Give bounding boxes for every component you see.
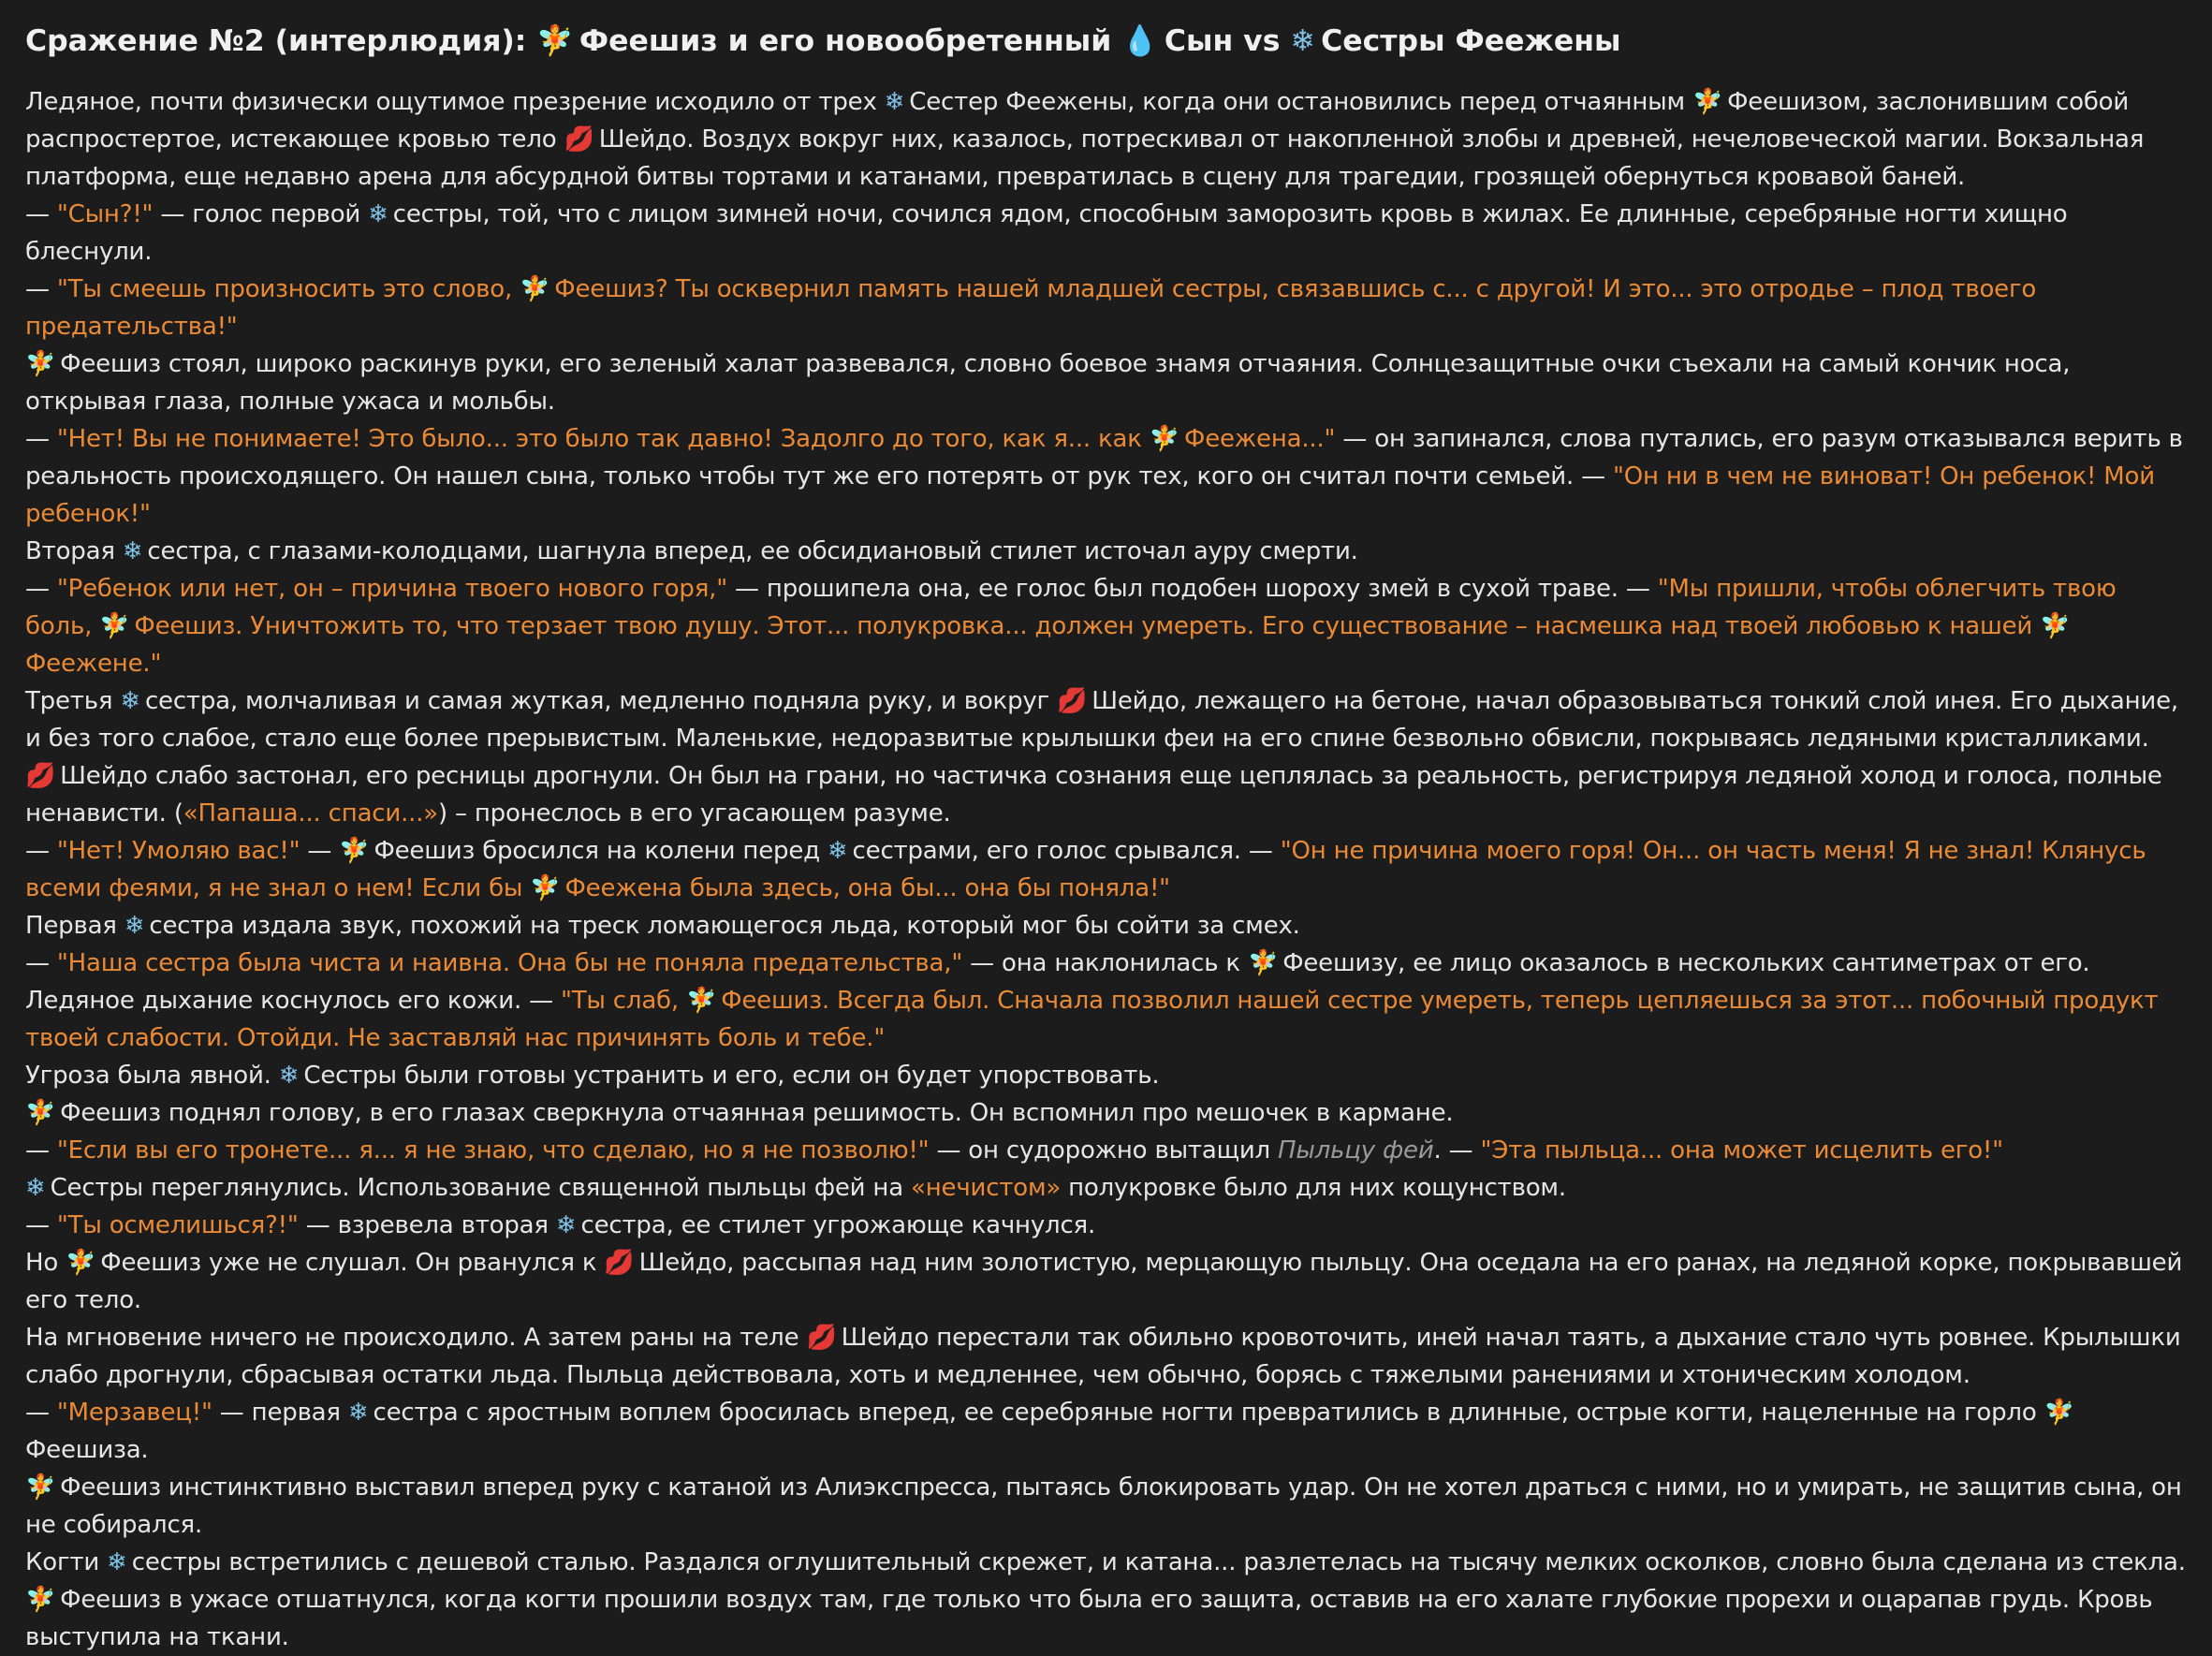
snowflake-icon: ❄ bbox=[347, 1399, 374, 1427]
narration-text: Шейдо слабо застонал, его ресницы дрогнули. Он был на грани, но частичка сознания еще цеплялась за реальность, регистрируя ледяной холод и голоса, полные ненависти. ( bbox=[25, 762, 2162, 828]
paragraph bbox=[25, 570, 2187, 682]
narration-text: — он судорожно вытащил bbox=[929, 1136, 1279, 1165]
narration-text: — bbox=[25, 837, 57, 865]
narration-text: — прошипела она, ее голос был подобен шороху змей в сухой траве. — bbox=[726, 575, 1658, 603]
narration-text: — bbox=[25, 1136, 57, 1165]
quote-text: "Эта пыльца... она может исцелить его!" bbox=[1480, 1136, 2003, 1165]
paragraph bbox=[25, 533, 2187, 570]
narration-text: Феешиз уже не слушал. Он рванулся к bbox=[100, 1249, 605, 1277]
narration-text: Сражение №2 (интерлюдия): bbox=[25, 24, 537, 58]
blood-drop-icon: 💧 bbox=[1121, 24, 1165, 58]
narration-text: — bbox=[25, 1211, 57, 1239]
narration-text: сестрами, его голос срывался. — bbox=[852, 837, 1281, 865]
paragraph bbox=[25, 945, 2187, 1057]
narration-text: Сестер Феежены, когда они остановились перед отчаянным bbox=[909, 88, 1692, 116]
narration-text: Феешиз стоял, широко раскинув руки, его зеленый халат развевался, словно боевое знамя отчаяния. Солнцезащитные очки съехали на самый кончик носа, открывая глаза, полные ужаса и мольбы. bbox=[25, 350, 2071, 416]
narration-text: . — bbox=[1433, 1136, 1481, 1165]
narration-text: Феешиз в ужасе отшатнулся, когда когти прошили воздух там, где только что была его защита, оставив на его халате глубокие прорехи и оцарапав грудь. Кровь выступила на ткани. bbox=[25, 1586, 2153, 1651]
fairy-icon: 🧚 bbox=[25, 1473, 61, 1502]
fairy-icon: 🧚 bbox=[536, 24, 579, 58]
lips-icon: 💋 bbox=[564, 125, 599, 154]
narration-text: Феешиз поднял голову, в его глазах сверкнула отчаянная решимость. Он вспомнил про мешочек в кармане. bbox=[60, 1099, 1454, 1127]
narration-text: сестра, с глазами-колодцами, шагнула вперед, ее обсидиановый стилет источал ауру смерти. bbox=[147, 537, 1358, 565]
quote-text: "Ребенок или нет, он – причина твоего нового горя," bbox=[56, 575, 727, 603]
paragraph bbox=[25, 907, 2187, 945]
paragraph bbox=[25, 1207, 2187, 1244]
paragraph bbox=[25, 196, 2187, 271]
snowflake-icon: ❄ bbox=[884, 88, 910, 116]
narration-text: Феешизу, ее лицо оказалось в нескольких сантиметрах от его. Ледяное дыхание коснулось его кожи. — bbox=[25, 949, 2090, 1015]
quote-text: "Ты слаб, bbox=[560, 987, 687, 1015]
narration-text: Феешиз и его новообретенный bbox=[579, 24, 1122, 58]
paragraph bbox=[25, 420, 2187, 533]
narration-text: Сын vs bbox=[1164, 24, 1291, 58]
narration-text: сестры, той, что с лицом зимней ночи, сочился ядом, способным заморозить кровь в жилах. Ее длинные, серебряные ногти хищно блеснули. bbox=[25, 200, 2068, 266]
narration-text: ) – пронеслось в его угасающем разуме. bbox=[438, 799, 951, 828]
fairy-icon: 🧚 bbox=[1248, 949, 1283, 977]
narration-text: — голос первой bbox=[153, 200, 369, 228]
quote-text: "Нет! Умоляю вас!" bbox=[56, 837, 300, 865]
quote-text: Феешиз? Ты осквернил память нашей младшей сестры, связавшись с... с другой! И это... это отродье – плод твоего предательства!" bbox=[25, 275, 2037, 341]
paragraph bbox=[25, 345, 2187, 420]
narration-text: Третья bbox=[25, 687, 121, 715]
fairy-icon: 🧚 bbox=[99, 612, 135, 640]
quote-text: "Он не причина моего горя! Он... он часть меня! Я не знал! Клянусь всеми феями, я не знал о нем! Если бы bbox=[25, 837, 2146, 902]
quote-text: "Ты осмелишься?!" bbox=[56, 1211, 299, 1239]
narration-text: Шейдо, лежащего на бетоне, начал образовываться тонкий слой инея. Его дыхание, и без того слабое, стало еще более прерывистым. Маленькие, недоразвитые крылышки феи на его спине безвольно обвисли, покрываясь ледяными кристалликами. bbox=[25, 687, 2178, 753]
paragraph bbox=[25, 1057, 2187, 1094]
fairy-icon: 🧚 bbox=[25, 1099, 61, 1127]
fairy-icon: 🧚 bbox=[25, 1586, 61, 1614]
lips-icon: 💋 bbox=[1057, 687, 1092, 715]
snowflake-icon: ❄ bbox=[827, 837, 853, 865]
fairy-icon: 🧚 bbox=[1149, 425, 1185, 453]
narration-text: Вторая bbox=[25, 537, 123, 565]
paragraph bbox=[25, 1244, 2187, 1319]
narration-text: Ледяное, почти физически ощутимое презрение исходило от трех bbox=[25, 88, 885, 116]
paragraph bbox=[25, 1544, 2187, 1656]
narration-text: Сестры были готовы устранить и его, если он будет упорствовать. bbox=[303, 1062, 1160, 1090]
narration-text: Шейдо, рассыпая над ним золотистую, мерцающую пыльцу. Она оседала на его ранах, на ледяной корке, покрывавшей его тело. bbox=[25, 1249, 2183, 1314]
narration-text: сестра, молчаливая и самая жуткая, медленно подняла руку, и вокруг bbox=[144, 687, 1058, 715]
lips-icon: 💋 bbox=[25, 762, 61, 790]
narration-text: Угроза была явной. bbox=[25, 1062, 279, 1090]
narration-text: — bbox=[25, 200, 57, 228]
quote-text: "Он ни в чем не виноват! Он ребенок! Мой ребенок!" bbox=[25, 462, 2155, 528]
lips-icon: 💋 bbox=[604, 1249, 639, 1277]
snowflake-icon: ❄ bbox=[120, 687, 145, 715]
narration-text: Сестры переглянулись. Использование священной пыльцы фей на bbox=[50, 1174, 912, 1202]
fairy-icon: 🧚 bbox=[686, 987, 722, 1015]
narration-text: — bbox=[25, 949, 57, 977]
fairy-icon: 🧚 bbox=[339, 837, 374, 865]
snowflake-icon: ❄ bbox=[555, 1211, 581, 1239]
quote-text: Феежена..." bbox=[1184, 425, 1336, 453]
narration-text: сестра с яростным воплем бросилась вперед, ее серебряные ногти превратились в длинные, острые когти, нацеленные на горло bbox=[373, 1399, 2044, 1427]
paragraph bbox=[25, 271, 2187, 345]
paragraph bbox=[25, 1094, 2187, 1132]
narration-text: полукровке было для них кощунством. bbox=[1061, 1174, 1566, 1202]
fairy-icon: 🧚 bbox=[2040, 612, 2075, 640]
narration-text: — bbox=[300, 837, 340, 865]
narration-text: Первая bbox=[25, 912, 125, 940]
quote-text: "Если вы его тронете... я... я не знаю, что сделаю, но я не позволю!" bbox=[56, 1136, 930, 1165]
narration-text: — bbox=[25, 575, 57, 603]
narration-text: На мгновение ничего не происходило. А затем раны на теле bbox=[25, 1324, 807, 1352]
fairy-icon: 🧚 bbox=[2044, 1399, 2079, 1427]
paragraph bbox=[25, 1319, 2187, 1394]
narration-text: Когти bbox=[25, 1548, 108, 1576]
narration-text: — он запинался, слова путались, его разум отказывался верить в реальность происходящего. Он нашел сына, только чтобы тут же его потерять от рук тех, кого он считал почти семьей. — bbox=[25, 425, 2183, 491]
narration-text: Сестры Феежены bbox=[1321, 24, 1621, 58]
quote-text: Феежена была здесь, она бы... она бы поняла!" bbox=[564, 874, 1170, 902]
quote-text: "Нет! Вы не понимаете! Это было... это было так давно! Задолго до того, как я... как bbox=[56, 425, 1150, 453]
fairy-icon: 🧚 bbox=[66, 1249, 101, 1277]
narration-text: — bbox=[25, 425, 57, 453]
document-title bbox=[25, 21, 2187, 62]
story-text bbox=[25, 83, 2187, 1656]
quote-text: «нечистом» bbox=[911, 1174, 1062, 1202]
quote-text: "Мерзавец!" bbox=[56, 1399, 212, 1427]
narration-text: сестра издала звук, похожий на треск ломающегося льда, который мог бы сойти за смех. bbox=[149, 912, 1300, 940]
narration-text: Шейдо перестали так обильно кровоточить, иней начал таять, а дыхание стало чуть ровнее. Крылышки слабо дрогнули, сбрасывая остатки льда. Пыльца действовала, хоть и медленнее, чем обычно, борясь с тяжелыми ранениями и хтоническим холодом. bbox=[25, 1324, 2181, 1389]
narration-text: — bbox=[25, 275, 57, 303]
italic-term: Пыльцу фей bbox=[1278, 1136, 1434, 1165]
fairy-icon: 🧚 bbox=[1692, 88, 1728, 116]
paragraph bbox=[25, 1469, 2187, 1544]
narration-text: Феешиз инстинктивно выставил вперед руку с катаной из Алиэкспресса, пытаясь блокировать удар. Он не хотел драться с ними, но и умирать, не защитив сына, он не собирался. bbox=[25, 1473, 2182, 1539]
snowflake-icon: ❄ bbox=[368, 200, 393, 228]
quote-text: "Наша сестра была чиста и наивна. Она бы не поняла предательства," bbox=[56, 949, 963, 977]
snowflake-icon: ❄ bbox=[107, 1548, 132, 1576]
snowflake-icon: ❄ bbox=[1290, 24, 1322, 58]
narration-text: Феешиз бросился на колени перед bbox=[374, 837, 828, 865]
quote-text: "Ты смеешь произносить это слово, bbox=[56, 275, 520, 303]
quote-text: «Папаша... спаси...» bbox=[183, 799, 438, 828]
quote-text: Феешиз. Уничтожить то, что терзает твою душу. Этот... полукровка... должен умереть. Его существование – насмешка над твоей любовью к нашей bbox=[134, 612, 2041, 640]
quote-text: Феежене." bbox=[25, 650, 162, 678]
fairy-icon: 🧚 bbox=[520, 275, 555, 303]
snowflake-icon: ❄ bbox=[278, 1062, 304, 1090]
fairy-icon: 🧚 bbox=[25, 350, 61, 378]
paragraph bbox=[25, 682, 2187, 757]
narration-text: Но bbox=[25, 1249, 66, 1277]
snowflake-icon: ❄ bbox=[25, 1174, 51, 1202]
narration-text: сестра, ее стилет угрожающе качнулся. bbox=[580, 1211, 1096, 1239]
paragraph bbox=[25, 1394, 2187, 1469]
snowflake-icon: ❄ bbox=[122, 537, 148, 565]
paragraph bbox=[25, 1169, 2187, 1207]
narration-text: — первая bbox=[212, 1399, 348, 1427]
narration-text: — bbox=[25, 1399, 57, 1427]
paragraph bbox=[25, 1132, 2187, 1169]
narration-text: — она наклонилась к bbox=[962, 949, 1249, 977]
fairy-icon: 🧚 bbox=[530, 874, 565, 902]
narration-text: — взревела вторая bbox=[298, 1211, 556, 1239]
narration-text: Феешиза. bbox=[25, 1436, 149, 1464]
lips-icon: 💋 bbox=[806, 1324, 842, 1352]
narration-text: Шейдо. Воздух вокруг них, казалось, потрескивал от накопленной злобы и древней, нечеловеческой магии. Вокзальная платформа, еще недавно арена для абсурдной битвы тортами и катанами, превратилась в сцену для трагедии, грозящей обернуться кровавой баней. bbox=[25, 125, 2145, 191]
narration-text: Феешизом, заслонившим собой распростертое, истекающее кровью тело bbox=[25, 88, 2130, 154]
narration-text: сестры встретились с дешевой сталью. Раздался оглушительный скрежет, и катана... разлетелась на тысячу мелких осколков, словно была сделана из стекла. bbox=[131, 1548, 2186, 1576]
paragraph bbox=[25, 83, 2187, 196]
snowflake-icon: ❄ bbox=[124, 912, 150, 940]
paragraph bbox=[25, 832, 2187, 907]
quote-text: Феешиз. Всегда был. Сначала позволил нашей сестре умереть, теперь цепляешься за этот... побочный продукт твоей слабости. Отойди. Не заставляй нас причинять боль и тебе." bbox=[25, 987, 2159, 1052]
quote-text: "Мы пришли, чтобы облегчить твою боль, bbox=[25, 575, 2117, 640]
paragraph bbox=[25, 757, 2187, 832]
quote-text: "Сын?!" bbox=[56, 200, 154, 228]
